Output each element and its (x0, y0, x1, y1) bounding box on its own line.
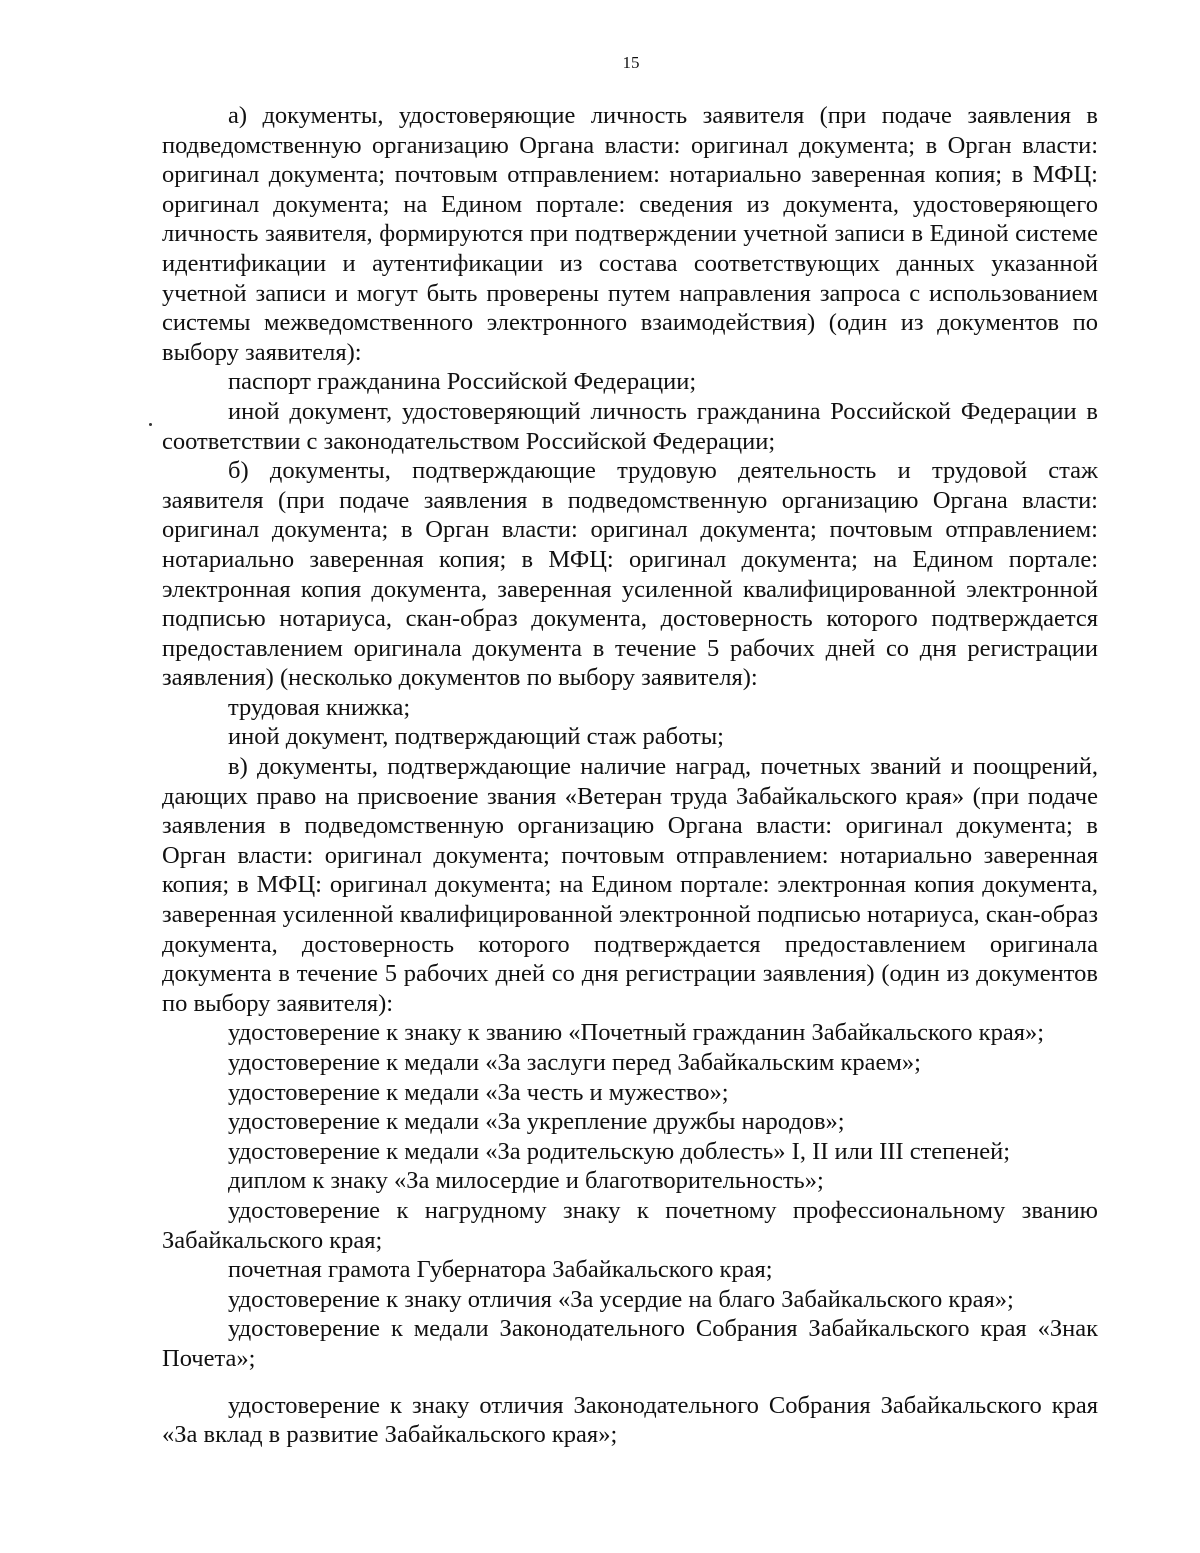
list-item-charity-diploma: диплом к знаку «За милосердие и благотворительность»; (228, 1167, 824, 1195)
list-item-diligence-badge: удостоверение к знаку отличия «За усердие на благо Забайкальского края»; (228, 1285, 1014, 1313)
paragraph-item-b: б) документы, подтверждающие трудовую деятельность и трудовой стаж заявителя (при подаче заявления в подведомственную организацию Органа власти: оригинал документа; в Орган власти: оригинал документа; почтовым отправлением: нотариально заверенная копия; в МФЦ: оригинал документа; на Едином портале: электронная копия документа, заверенная усиленной квалифицированной электронной подписью нотариуса, скан-образ документа, достоверность которого подтверждается предоставлением оригинала документа в течение 5 рабочих дней со дня регистрации заявления) (несколько документов по выбору заявителя): (162, 457, 1098, 692)
paragraph-item-a: а) документы, удостоверяющие личность заявителя (при подаче заявления в подведомственную организацию Органа власти: оригинал документа; в Орган власти: оригинал документа; почтовым отправлением: нотариально заверенная копия; в МФЦ: оригинал документа; на Едином портале: сведения из документа, удостоверяющего личность заявителя, формируются при подтверждении учетной записи в Единой системе идентификации и аутентификации из состава соответствующих данных указанной учетной записи и могут быть проверены путем направления запроса с использованием системы межведомственного электронного взаимодействия) (один из документов по выбору заявителя): (162, 102, 1098, 366)
page-number: 15 (622, 53, 640, 72)
list-item-passport: паспорт гражданина Российской Федерации; (228, 368, 697, 396)
list-item-contribution-badge: удостоверение к знаку отличия Законодательного Собрания Забайкальского края «За вклад в развитие Забайкальского края»; (162, 1391, 1098, 1449)
list-item-merit-medal: удостоверение к медали «За заслуги перед Забайкальским краем»; (228, 1049, 921, 1076)
list-item-other-work-doc: иной документ, подтверждающий стаж работы; (228, 723, 724, 751)
list-item-professional-title: удостоверение к нагрудному знаку к почетному профессиональному званию Забайкальского края; (162, 1196, 1098, 1254)
list-item-parental-valor-medal: удостоверение к медали «За родительскую доблесть» I, II или III степеней; (228, 1137, 1011, 1165)
list-item-honorary-citizen: удостоверение к знаку к званию «Почетный гражданин Забайкальского края»; (228, 1019, 1045, 1047)
list-item-work-book: трудовая книжка; (228, 693, 411, 721)
list-item-friendship-medal: удостоверение к медали «За укрепление дружбы народов»; (228, 1108, 845, 1136)
scan-artifact-dot (149, 423, 152, 426)
list-item-sign-of-honor: удостоверение к медали Законодательного Собрания Забайкальского края «Знак Почета»; (162, 1315, 1098, 1372)
list-item-other-id: иной документ, удостоверяющий личность гражданина Российской Федерации в соответствии с законодательством Российской Федерации; (162, 397, 1098, 455)
list-item-honor-courage-medal: удостоверение к медали «За честь и мужество»; (228, 1078, 729, 1106)
list-item-governor-certificate: почетная грамота Губернатора Забайкальского края; (228, 1256, 773, 1284)
document-body (162, 101, 1098, 1450)
paragraph-item-v: в) документы, подтверждающие наличие наград, почетных званий и поощрений, дающих право на присвоение звания «Ветеран труда Забайкальского края» (при подаче заявления в подведомственную организацию Органа власти: оригинал документа; в Орган власти: оригинал документа; почтовым отправлением: нотариально заверенная копия; в МФЦ: оригинал документа; на Едином портале: электронная копия документа, заверенная усиленной квалифицированной электронной подписью нотариуса, скан-образ документа, достоверность которого подтверждается предоставлением оригинала документа в течение 5 рабочих дней со дня регистрации заявления) (один из документов по выбору заявителя): (162, 753, 1098, 1017)
